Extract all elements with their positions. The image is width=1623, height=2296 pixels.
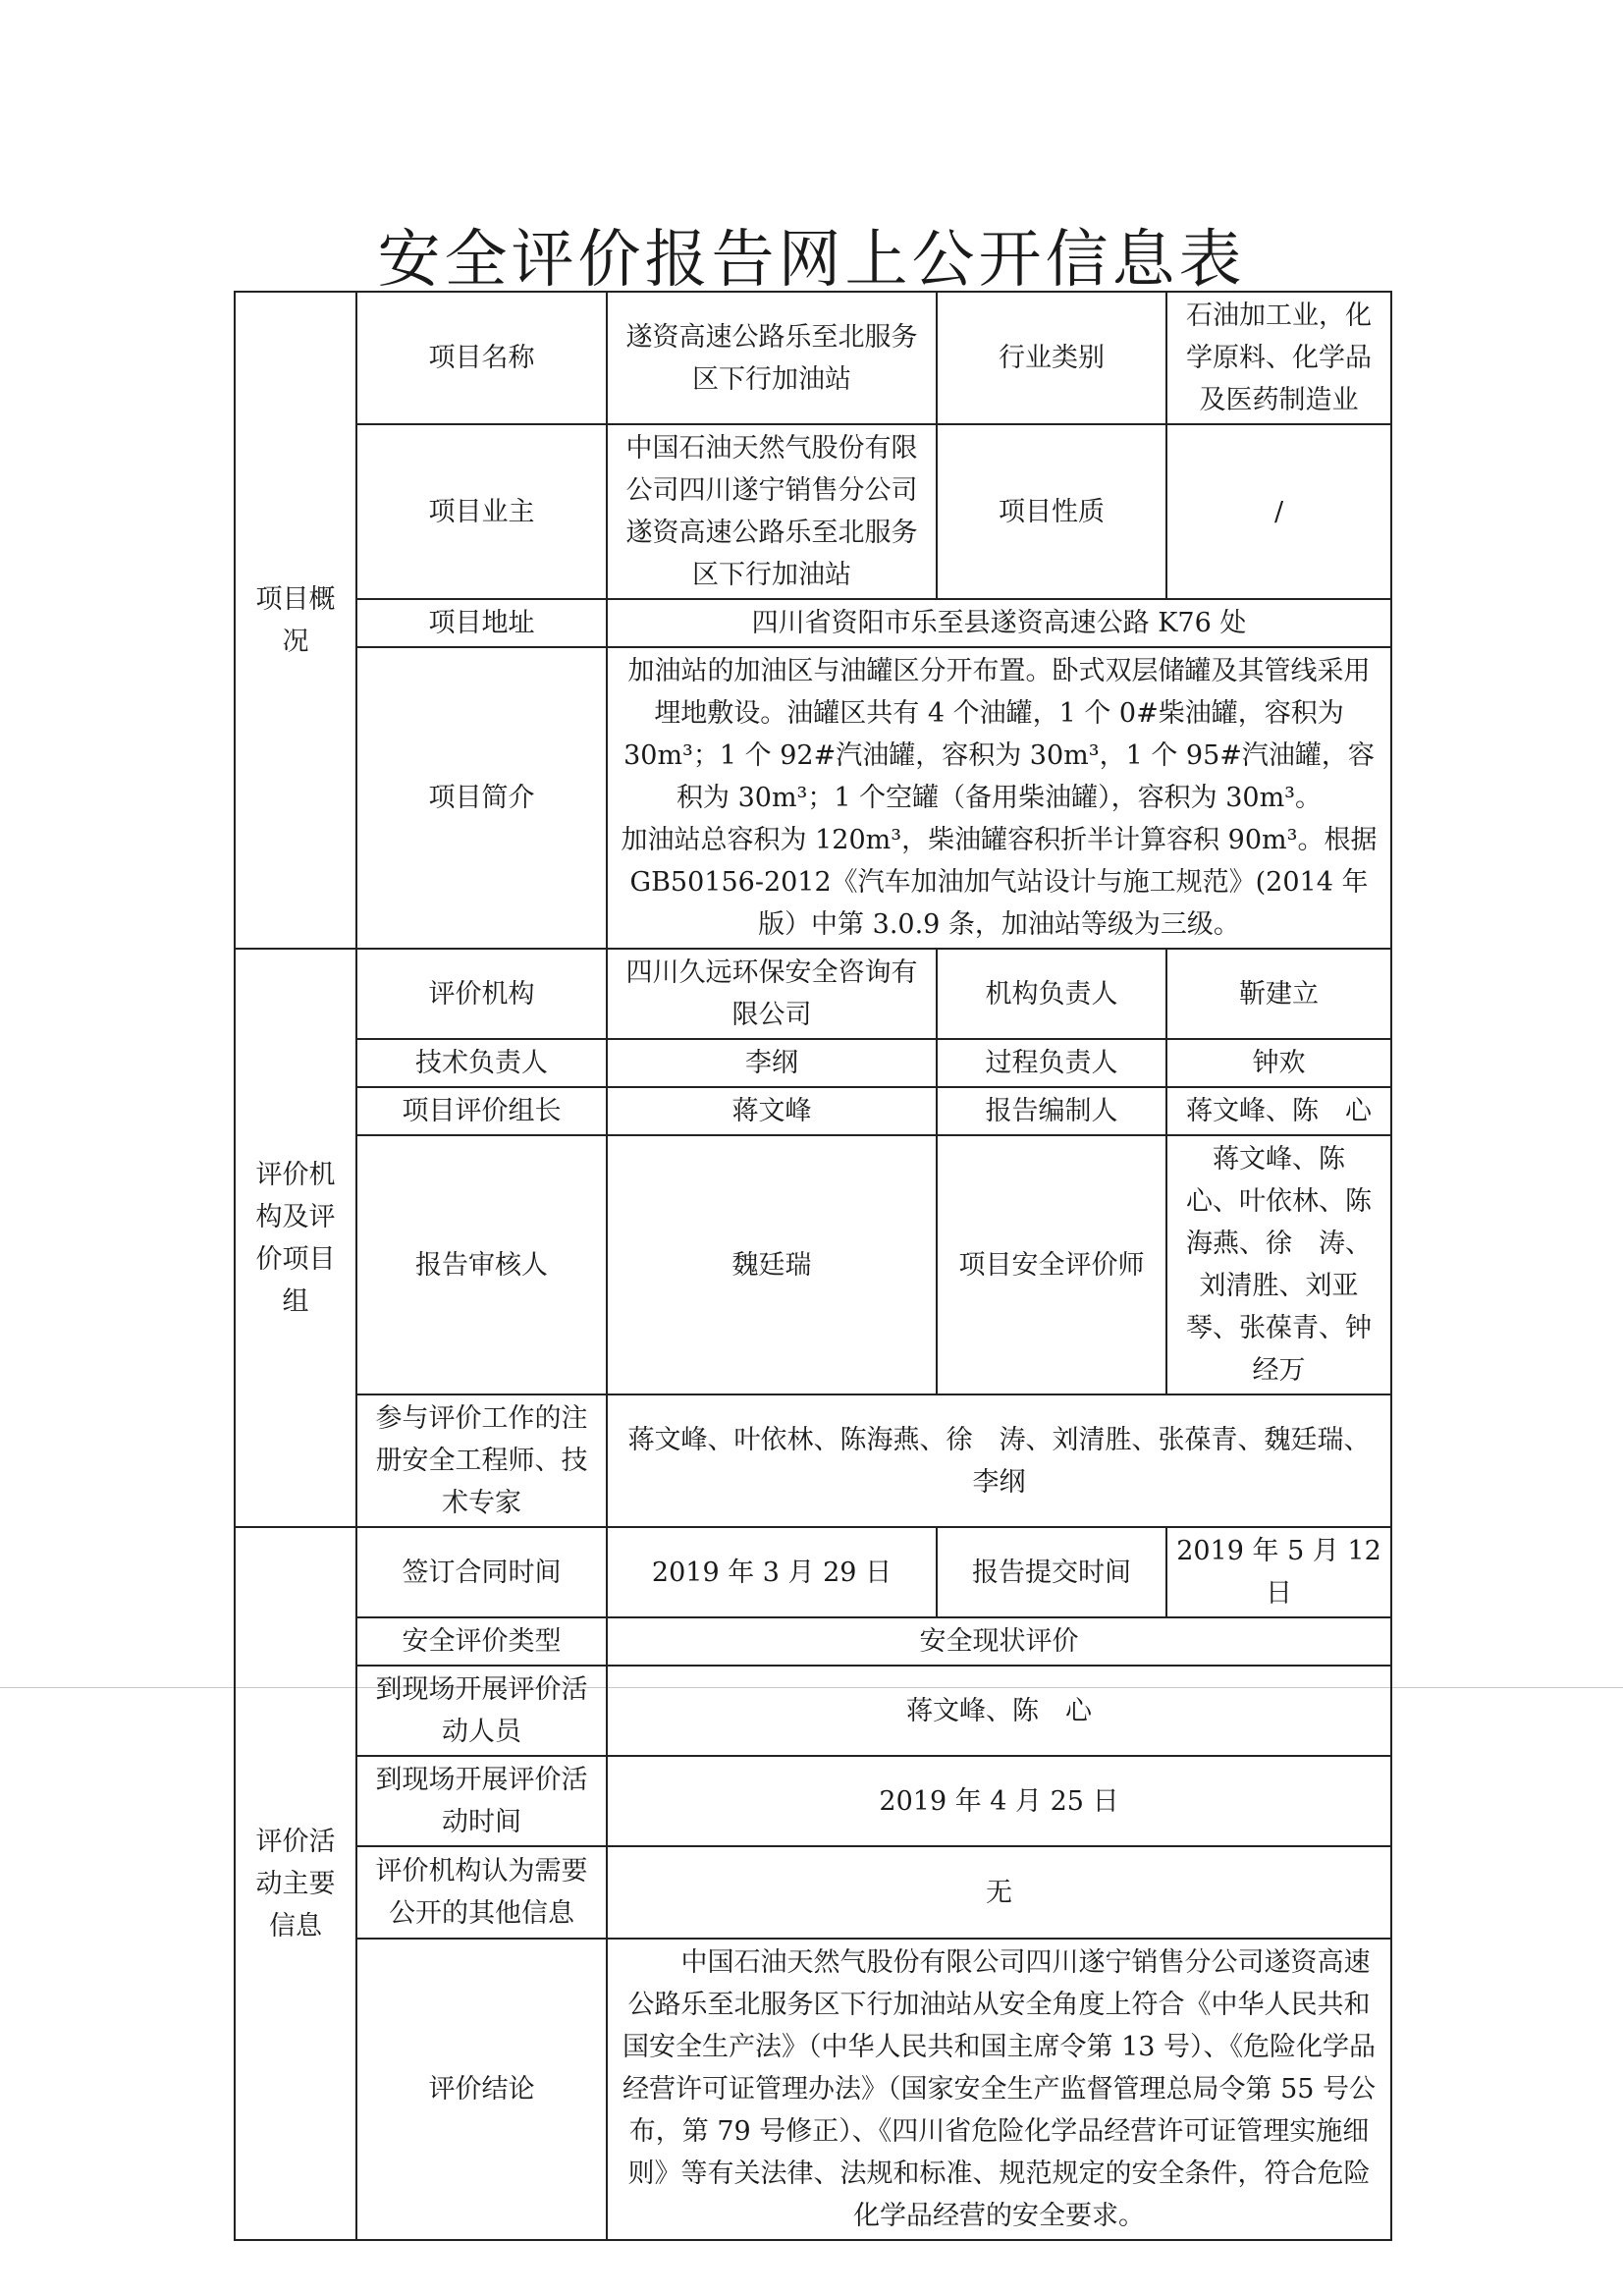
reviewer-value: 魏廷瑞 bbox=[607, 1135, 937, 1394]
contract-date-label: 签订合同时间 bbox=[356, 1527, 607, 1617]
onsite-time-label: 到现场开展评价活动时间 bbox=[356, 1756, 607, 1846]
process-head-value: 钟欢 bbox=[1166, 1039, 1391, 1087]
intro-value bbox=[607, 647, 1391, 949]
row-org bbox=[235, 949, 1391, 1039]
section-heading-activity: 评价活动主要信息 bbox=[235, 1527, 356, 2240]
contract-date-value: 2019 年 3 月 29 日 bbox=[607, 1527, 937, 1617]
report-author-label: 报告编制人 bbox=[937, 1087, 1166, 1135]
conclusion-value: 中国石油天然气股份有限公司四川遂宁销售分公司遂资高速公路乐至北服务区下行加油站从安全角度上符合《中华人民共和国安全生产法》（中华人民共和国主席令第 13 号）、《危险化学品经营许可证管理办法》（国家安全生产监督管理总局令第 55 号公布，第 79 号修正）、《四川省危险化学品经营许可证管理实施细则》等有关法律、法规和标准、规范规定的安全条件，符合危险化学品经营的安全要求。 bbox=[607, 1939, 1391, 2240]
team-lead-label: 项目评价组长 bbox=[356, 1087, 607, 1135]
onsite-people-value: 蒋文峰、陈 心 bbox=[607, 1666, 1391, 1756]
row-team-lead bbox=[235, 1087, 1391, 1135]
project-name-value: 遂资高速公路乐至北服务区下行加油站 bbox=[607, 292, 937, 424]
team-lead-value: 蒋文峰 bbox=[607, 1087, 937, 1135]
engineers-value: 蒋文峰、叶依林、陈海燕、徐 涛、刘清胜、张葆青、魏廷瑞、李纲 bbox=[607, 1394, 1391, 1527]
page-title: 安全评价报告网上公开信息表 bbox=[377, 223, 1246, 297]
submit-date-label: 报告提交时间 bbox=[937, 1527, 1166, 1617]
owner-value: 中国石油天然气股份有限公司四川遂宁销售分公司遂资高速公路乐至北服务区下行加油站 bbox=[607, 424, 937, 599]
org-value: 四川久远环保安全咨询有限公司 bbox=[607, 949, 937, 1039]
nature-label: 项目性质 bbox=[937, 424, 1166, 599]
report-author-value: 蒋文峰、陈 心 bbox=[1166, 1087, 1391, 1135]
industry-label: 行业类别 bbox=[937, 292, 1166, 424]
other-info-label: 评价机构认为需要公开的其他信息 bbox=[356, 1846, 607, 1939]
row-conclusion bbox=[235, 1939, 1391, 2240]
tech-head-value: 李纲 bbox=[607, 1039, 937, 1087]
reviewer-label: 报告审核人 bbox=[356, 1135, 607, 1394]
onsite-time-value: 2019 年 4 月 25 日 bbox=[607, 1756, 1391, 1846]
other-info-value: 无 bbox=[607, 1846, 1391, 1939]
row-onsite-people bbox=[235, 1666, 1391, 1756]
industry-value: 石油加工业，化学原料、化学品及医药制造业 bbox=[1166, 292, 1391, 424]
nature-value: / bbox=[1166, 424, 1391, 599]
onsite-people-label: 到现场开展评价活动人员 bbox=[356, 1666, 607, 1756]
project-name-label: 项目名称 bbox=[356, 292, 607, 424]
submit-date-value: 2019 年 5 月 12 日 bbox=[1166, 1527, 1391, 1617]
intro-paragraph-1: 加油站的加油区与油罐区分开布置。卧式双层储罐及其管线采用埋地敷设。油罐区共有 4 个油罐，1 个 0#柴油罐，容积为 30m³；1 个 92#汽油罐，容积为 30m³，1 个 95#汽油罐，容积为 30m³；1 个空罐（备用柴油罐），容积为 30m³。 bbox=[623, 656, 1375, 813]
engineers-label: 参与评价工作的注册安全工程师、技术专家 bbox=[356, 1394, 607, 1527]
row-intro bbox=[235, 647, 1391, 949]
row-reviewer bbox=[235, 1135, 1391, 1394]
conclusion-label: 评价结论 bbox=[356, 1939, 607, 2240]
org-label: 评价机构 bbox=[356, 949, 607, 1039]
row-project-name bbox=[235, 292, 1391, 424]
intro-label: 项目简介 bbox=[356, 647, 607, 949]
row-other-info bbox=[235, 1846, 1391, 1939]
row-onsite-time bbox=[235, 1756, 1391, 1846]
row-dates bbox=[235, 1527, 1391, 1617]
type-label: 安全评价类型 bbox=[356, 1617, 607, 1666]
row-engineers bbox=[235, 1394, 1391, 1527]
row-owner bbox=[235, 424, 1391, 599]
row-tech-head bbox=[235, 1039, 1391, 1087]
row-address bbox=[235, 599, 1391, 647]
tech-head-label: 技术负责人 bbox=[356, 1039, 607, 1087]
info-table bbox=[234, 291, 1392, 2241]
process-head-label: 过程负责人 bbox=[937, 1039, 1166, 1087]
row-type bbox=[235, 1617, 1391, 1666]
type-value: 安全现状评价 bbox=[607, 1617, 1391, 1666]
section-heading-overview: 项目概况 bbox=[235, 292, 356, 949]
org-head-value: 靳建立 bbox=[1166, 949, 1391, 1039]
intro-paragraph-2: 加油站总容积为 120m³，柴油罐容积折半计算容积 90m³。根据 GB50156-2012《汽车加油加气站设计与施工规范》(2014 年版）中第 3.0.9 条，加油站等级为三级。 bbox=[621, 825, 1378, 940]
owner-label: 项目业主 bbox=[356, 424, 607, 599]
address-value: 四川省资阳市乐至县遂资高速公路 K76 处 bbox=[607, 599, 1391, 647]
address-label: 项目地址 bbox=[356, 599, 607, 647]
section-heading-agency: 评价机构及评价项目组 bbox=[235, 949, 356, 1527]
assessors-label: 项目安全评价师 bbox=[937, 1135, 1166, 1394]
org-head-label: 机构负责人 bbox=[937, 949, 1166, 1039]
assessors-value: 蒋文峰、陈 心、叶依林、陈海燕、徐 涛、刘清胜、刘亚琴、张葆青、钟经万 bbox=[1166, 1135, 1391, 1394]
